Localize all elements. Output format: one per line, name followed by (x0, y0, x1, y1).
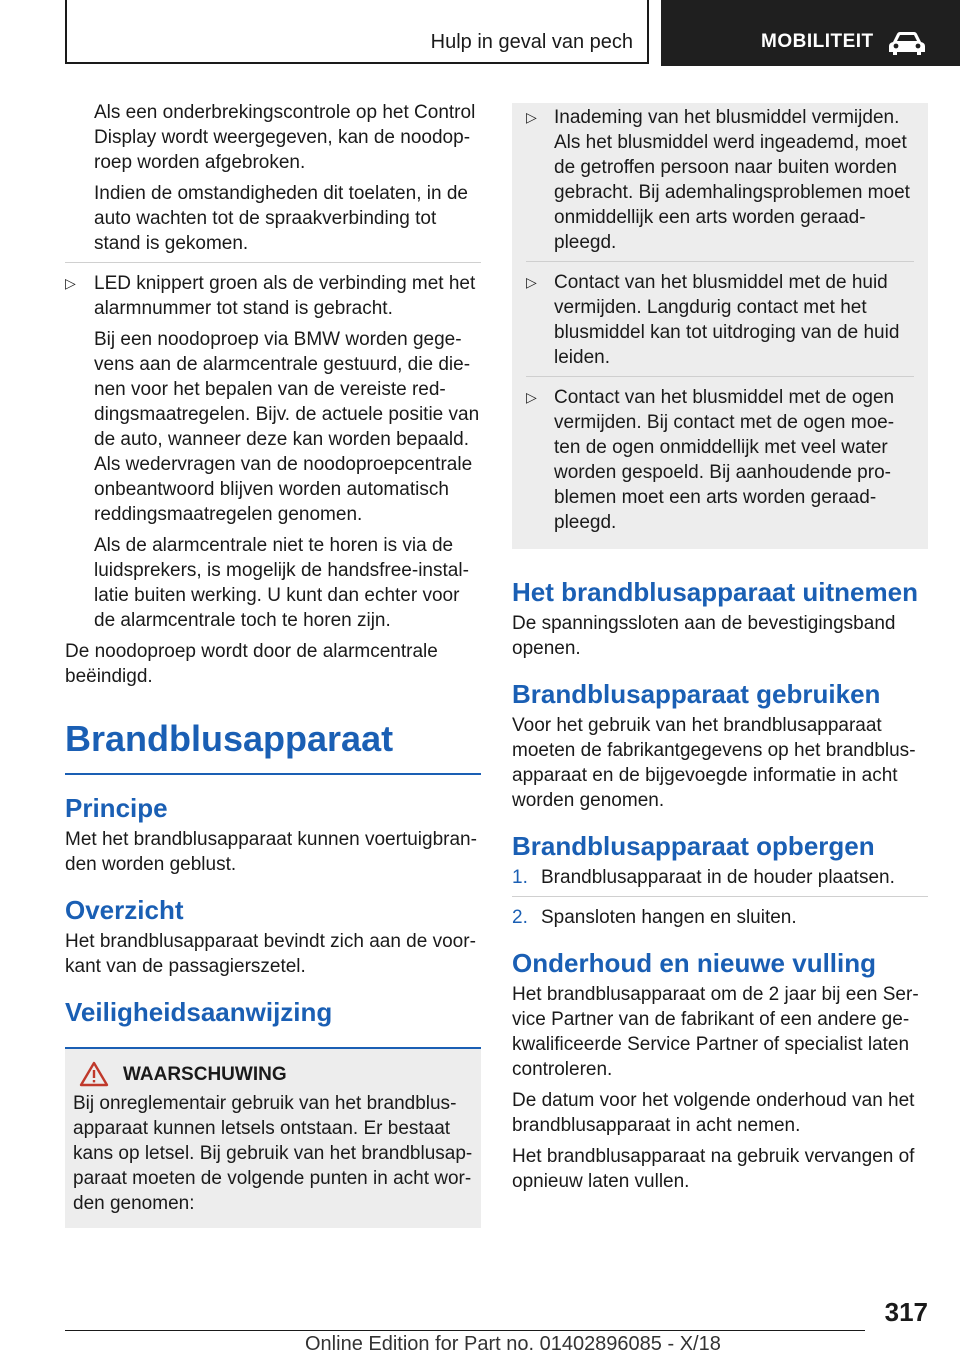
triangle-bullet-icon: ▷ (526, 389, 537, 405)
section-heading: Principe (65, 793, 168, 823)
paragraph: Als een onderbrekingscontrole op het Control Display wordt weergegeven, kan de noodoproep worden afgebroken. (94, 102, 476, 173)
chapter-title: MOBILITEIT (761, 31, 874, 52)
section-tab (65, 0, 649, 64)
section-heading: Veiligheidsaanwijzing (65, 997, 333, 1027)
paragraph: De noodoproep wordt door de alarmcentrale beëindigd. (65, 641, 438, 687)
paragraph: Het brandblusapparaat na gebruik vervangen of opnieuw laten vullen. (512, 1146, 915, 1192)
warning-triangle-icon (79, 1061, 109, 1087)
step-number: 1. (512, 867, 528, 888)
list-item (526, 385, 914, 535)
paragraph: Het brandblusapparaat om de 2 jaar bij een Service Partner van de fabrikant of een andere gekwalificeerde Service Partner of specialist laten controleren. (512, 984, 919, 1080)
list-item (526, 270, 914, 370)
section-heading: Brandblusapparaat gebruiken (512, 679, 881, 709)
paragraph: Indien de omstandigheden dit toelaten, in de auto wachten tot de spraakverbinding tot stand is gekomen. (94, 183, 468, 254)
section-heading: Het brandblusapparaat uitnemen (512, 577, 918, 607)
warning-box (65, 1047, 481, 1228)
paragraph: Als de alarmcentrale niet te horen is via de luidsprekers, is mogelijk de handsfree-installatie buiten werking. U kunt dan echter voor de alarmcentrale toch te horen zijn. (94, 535, 469, 631)
section-title: Hulp in geval van pech (430, 31, 633, 53)
footer-edition: Online Edition for Part no. 01402896085 - X/18 (305, 1333, 721, 1355)
section-heading: Brandblusapparaat opbergen (512, 831, 875, 861)
section-heading: Overzicht (65, 895, 184, 925)
divider (526, 261, 914, 262)
divider (526, 376, 914, 377)
paragraph: Voor het gebruik van het brandblusapparaat moeten de fabrikantgegevens op het brandblusapparaat en de bijgevoegde informatie in acht worden genomen. (512, 715, 916, 811)
heading-rule (65, 773, 481, 775)
step-text: Brandblusapparaat in de houder plaatsen. (541, 867, 895, 888)
paragraph: Met het brandblusapparaat kunnen voertuigbranden worden geblust. (65, 829, 477, 875)
numbered-step (512, 905, 928, 930)
step-text: Spansloten hangen en sluiten. (541, 907, 797, 928)
paragraph: De spanningssloten aan de bevestigingsband openen. (512, 613, 896, 659)
triangle-bullet-icon: ▷ (526, 274, 537, 290)
divider (512, 896, 928, 897)
left-column (65, 100, 481, 1228)
list-item-text: Contact van het blusmiddel met de huid vermijden. Langdurig contact met het blusmiddel kan tot uitdroging van de huid leiden. (554, 272, 900, 368)
list-item (65, 271, 481, 321)
list-item (526, 103, 914, 255)
triangle-bullet-icon: ▷ (526, 109, 537, 125)
footer-rule (65, 1330, 865, 1331)
page-number: 317 (884, 1297, 928, 1327)
triangle-bullet-icon: ▷ (65, 275, 76, 291)
section-heading: Onderhoud en nieuwe vulling (512, 948, 877, 978)
warning-text: Bij onreglementair gebruik van het brandblusapparaat kunnen letsels ontstaan. Er bestaat kans op letsel. Bij gebruik van het brandblusapparaat moeten de volgende punten in acht worden genomen: (73, 1093, 473, 1214)
paragraph: Bij een noodoproep via BMW worden gegevens aan de alarmcentrale gestuurd, die dienen voor het bepalen van de vereiste reddingsmaatregelen. Bijv. de actuele positie van de auto, wanneer deze kan worden bepaald. Als wedervragen van de noodoproepcentrale onbeantwoord blijven worden automatisch reddingsmaatregelen genomen. (94, 329, 480, 525)
chapter-tab (661, 0, 960, 66)
list-item-text: Contact van het blusmiddel met de ogen vermijden. Bij contact met de ogen moeten de ogen onmiddellijk met veel water worden gespoeld. Bij aanhoudende problemen moet een arts worden geraadpleegd. (554, 387, 895, 533)
page-header (0, 0, 960, 66)
warning-header (73, 1061, 473, 1087)
paragraph: De datum voor het volgende onderhoud van het brandblusapparaat in acht nemen. (512, 1090, 915, 1136)
list-item-text: LED knippert groen als de verbinding met het alarmnummer tot stand is gebracht. (94, 273, 476, 319)
car-icon (887, 30, 927, 56)
numbered-step (512, 865, 928, 890)
right-column (512, 103, 928, 1200)
list-item-text: Inademing van het blusmiddel vermijden. Als het blusmiddel werd ingeademd, moet de getroffen persoon naar buiten worden gebracht. Bij ademhalingsproblemen moet onmiddellijk een arts worden geraadpleegd. (554, 107, 910, 253)
divider (65, 262, 481, 263)
warning-title: WAARSCHUWING (123, 1063, 287, 1085)
chapter-heading: Brandblusapparaat (65, 718, 394, 759)
step-number: 2. (512, 907, 528, 928)
warning-box-continued (512, 103, 928, 549)
paragraph: Het brandblusapparaat bevindt zich aan de voorkant van de passagierszetel. (65, 931, 476, 977)
